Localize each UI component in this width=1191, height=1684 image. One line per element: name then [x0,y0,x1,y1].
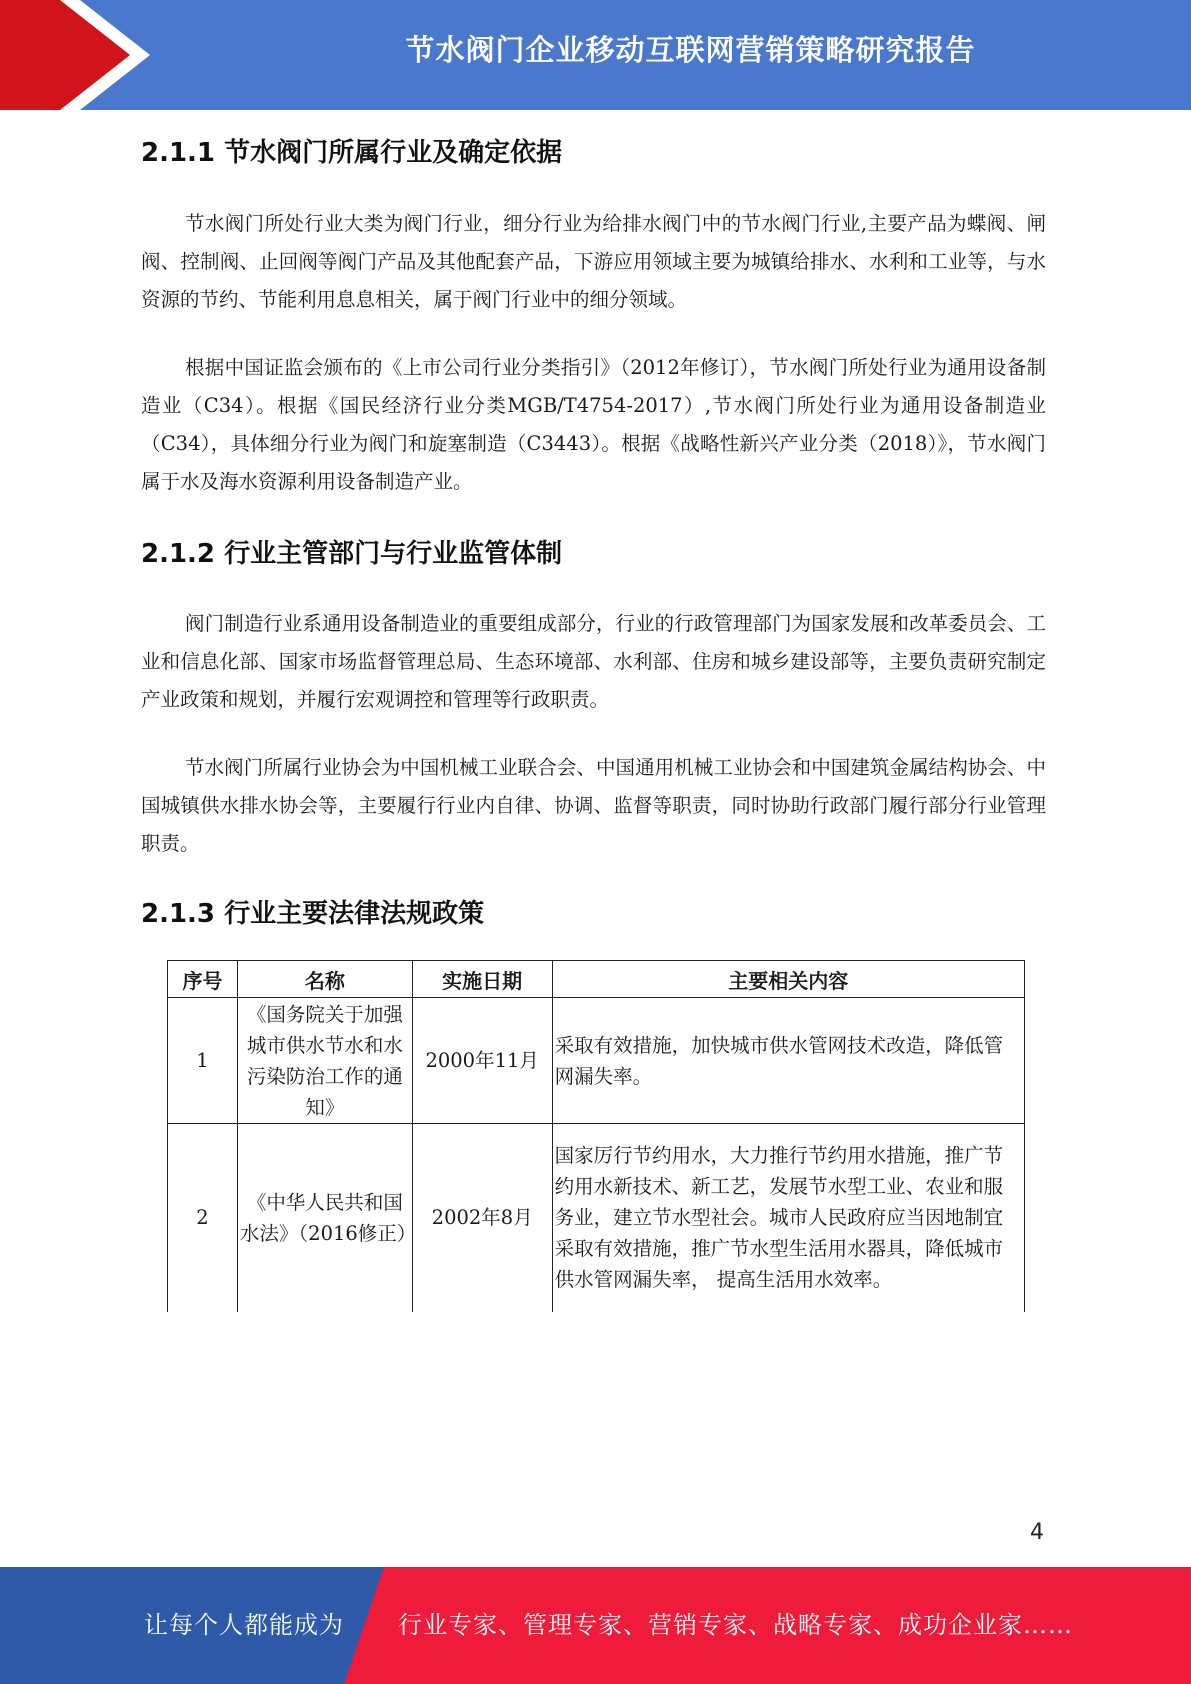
cell-name: 《中华人民共和国水法》（2016修正） [237,1124,412,1312]
footer-slogan-left: 让每个人都能成为 [144,1611,344,1639]
header-name: 名称 [237,961,412,998]
policy-table [167,960,1025,1312]
table-row [168,998,1025,1124]
section-heading-2-1-1: 2.1.1 节水阀门所属行业及确定依据 [141,138,563,168]
header-banner [0,0,1191,110]
page-number: 4 [1030,1520,1044,1545]
cell-date: 2002年8月 [412,1124,552,1312]
cell-date: 2000年11月 [412,998,552,1124]
header-chevron-red [0,0,150,110]
paragraph-industry-classification: 根据中国证监会颁布的《上市公司行业分类指引》（2012年修订），节水阀门所处行业为通用设备制造业（C34）。根据《国民经济行业分类MGB/T4754-2017）,节水阀门所处行业为通用设备制造业（C34），具体细分行业为阀门和旋塞制造（C3443）。根据《战略性新兴产业分类（2018）》，节水阀门属于水及海水资源利用设备制造产业。 [141,356,1046,493]
section-heading-2-1-2: 2.1.2 行业主管部门与行业监管体制 [141,539,563,569]
cell-content: 国家厉行节约用水，大力推行节约用水措施，推广节约用水新技术、新工艺，发展节水型工业、农业和服务业，建立节水型社会。城市人民政府应当因地制宜采取有效措施，推广节水型生活用水器具，降低城市供水管网漏失率， 提高生活用水效率。 [552,1124,1024,1312]
paragraph-industry-associations: 节水阀门所属行业协会为中国机械工业联合会、中国通用机械工业协会和中国建筑金属结构协会、中国城镇供水排水协会等，主要履行行业内自律、协调、监督等职责，同时协助行政部门履行部分行业管理职责。 [141,756,1046,855]
header-content: 主要相关内容 [552,961,1024,998]
section-heading-2-1-3: 2.1.3 行业主要法律法规政策 [141,899,485,929]
cell-content: 采取有效措施，加快城市供水管网技术改造，降低管网漏失率。 [552,998,1024,1124]
header-date: 实施日期 [412,961,552,998]
cell-serial: 1 [168,998,238,1124]
footer-slogan-right: 行业专家、管理专家、营销专家、战略专家、成功企业家…… [398,1611,1073,1639]
report-title: 节水阀门企业移动互联网营销策略研究报告 [405,33,976,67]
header-serial: 序号 [168,961,238,998]
paragraph-regulators: 阀门制造行业系通用设备制造业的重要组成部分，行业的行政管理部门为国家发展和改革委员会、工业和信息化部、国家市场监督管理总局、生态环境部、水利部、住房和城乡建设部等，主要负责研究制定产业政策和规划，并履行宏观调控和管理等行政职责。 [141,612,1046,711]
paragraph-industry-scope: 节水阀门所处行业大类为阀门行业，细分行业为给排水阀门中的节水阀门行业,主要产品为蝶阀、闸阀、控制阀、止回阀等阀门产品及其他配套产品，下游应用领域主要为城镇给排水、水利和工业等，与水资源的节约、节能利用息息相关，属于阀门行业中的细分领域。 [141,212,1046,311]
cell-serial: 2 [168,1124,238,1312]
footer-banner [0,1567,1191,1684]
table-row [168,1124,1025,1312]
table-header-row [168,961,1025,998]
cell-name: 《国务院关于加强城市供水节水和水污染防治工作的通知》 [237,998,412,1124]
